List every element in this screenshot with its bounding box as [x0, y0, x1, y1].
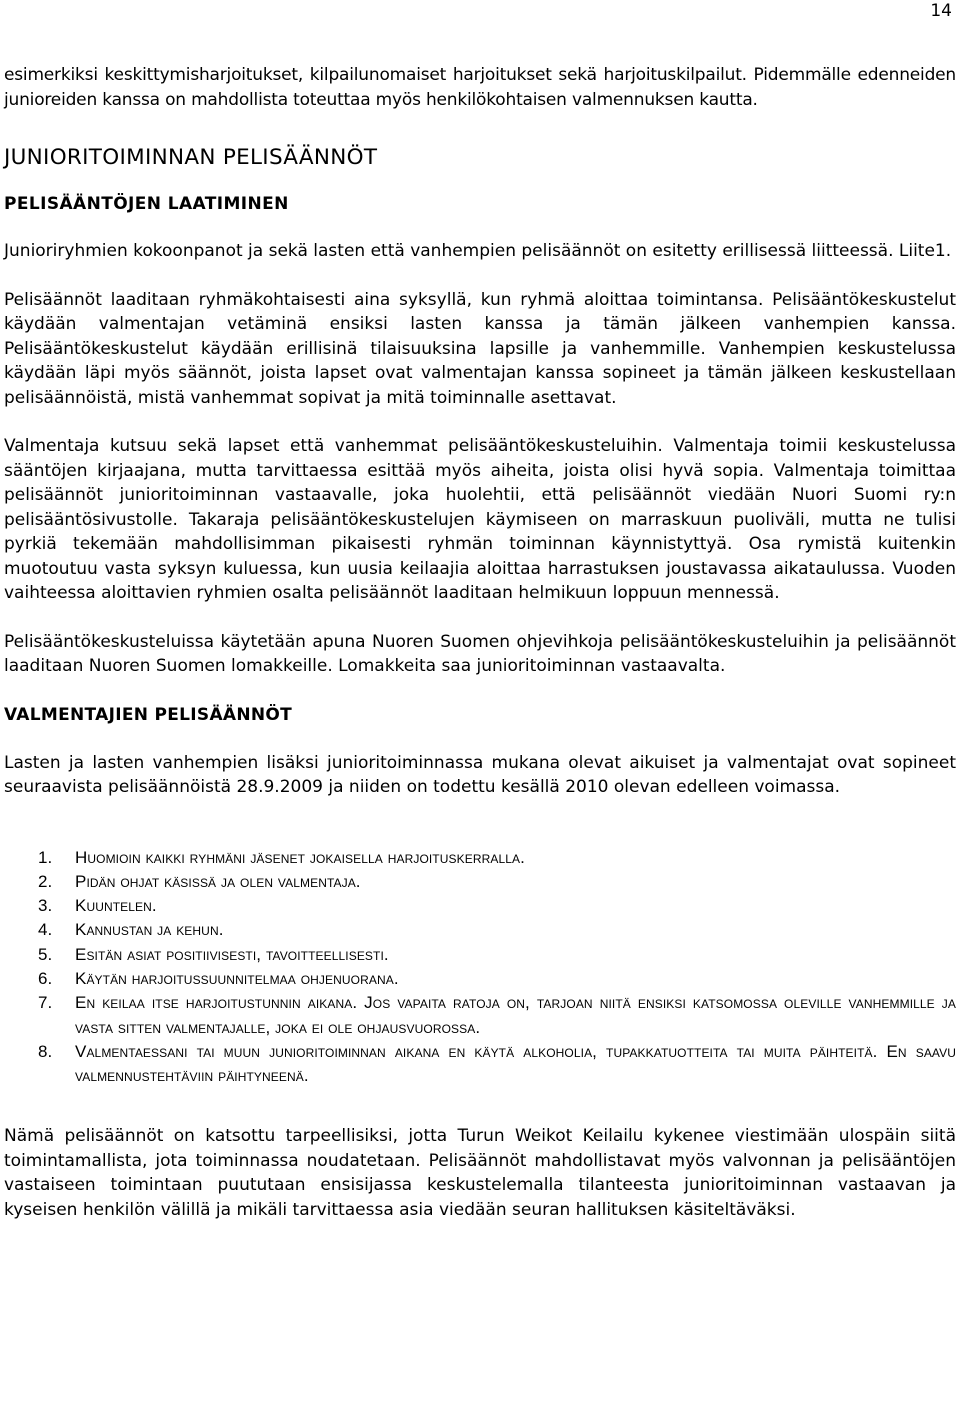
rule-text: Esitän asiat positiivisesti, tavoitteellisesti.	[75, 944, 389, 964]
rule-number: 6.	[38, 968, 53, 988]
rule-text: Kannustan ja kehun.	[75, 920, 224, 940]
rule-text: En keilaa itse harjoitustunnin aikana. Jos vapaita ratoja on, tarjoan niitä ensiksi katsomossa oleville vanhemmille ja vasta sitten valmentajalle, joka ei ole ohjausvuorossa.	[75, 993, 956, 1037]
rule-item	[4, 991, 956, 1040]
rule-number: 4.	[38, 920, 53, 940]
subsection-title: PELISÄÄNTÖJEN LAATIMINEN	[4, 194, 289, 214]
paragraph-rule-drafting: Pelisäännöt laaditaan ryhmäkohtaisesti aina syksyllä, kun ryhmä aloittaa toimintansa. Pelisääntökeskustelut käydään valmentajan vetäminä ensiksi lasten kanssa ja tämän jälkeen vanhempien kanssa. Pelisääntökeskustelut käydään erillisinä tilaisuuksina lapsille ja vanhemmille. Vanhempien keskustelussa käydään läpi myös säännöt, joista lapset ovat valmentajan kanssa sopineet ja tämän jälkeen keskustellaan pelisäännöistä, mistä vanhemmat sopivat ja mitä toiminnalle asettavat.	[4, 289, 956, 408]
rule-number: 1.	[38, 847, 53, 867]
rule-item	[4, 943, 956, 967]
rule-item	[4, 918, 956, 942]
paragraph-booklets: Pelisääntökeskusteluissa käytetään apuna Nuoren Suomen ohjevihkoja pelisääntökeskusteluihin ja pelisäännöt laaditaan Nuoren Suomen lomakkeille. Lomakkeita saa junioritoiminnan vastaavalta.	[4, 631, 956, 676]
rule-item	[4, 1040, 956, 1089]
closing-paragraph: Nämä pelisäännöt on katsottu tarpeellisiksi, jotta Turun Weikot Keilailu kykenee viestimään ulospäin siitä toimintamallista, jota toiminnassa noudatetaan. Pelisäännöt mahdollistavat myös valvonnan ja pelisääntöjen vastaiseen toimintaan puututaan ensisijassa keskustelemalla tilanteesta junioritoiminnan vastaavan ja kyseisen henkilön välillä ja mikäli tarvittaessa asia viedään seuran hallituksen käsiteltäväksi.	[4, 1126, 956, 1220]
document-body	[4, 63, 956, 1222]
rule-text: Huomioin kaikki ryhmäni jäsenet jokaisella harjoituskerralla.	[75, 847, 525, 867]
rule-number: 3.	[38, 896, 53, 916]
rule-item	[4, 967, 956, 991]
coaches-rules-list	[4, 846, 956, 1089]
rule-number: 5.	[38, 944, 53, 964]
section-title: JUNIORITOIMINNAN PELISÄÄNNÖT	[4, 145, 378, 170]
coaches-intro: Lasten ja lasten vanhempien lisäksi junioritoiminnassa mukana olevat aikuiset ja valmentajat ovat sopineet seuraavista pelisäännöistä 28.9.2009 ja niiden on todettu kesällä 2010 olevan edelleen voimassa.	[4, 752, 956, 797]
rule-number: 2.	[38, 871, 53, 891]
rule-text: Kuuntelen.	[75, 896, 157, 916]
rule-text: Pidän ohjat käsissä ja olen valmentaja.	[75, 871, 361, 891]
rule-item	[4, 894, 956, 918]
coaches-heading: VALMENTAJIEN PELISÄÄNNÖT	[4, 704, 293, 725]
intro-paragraph: esimerkiksi keskittymisharjoitukset, kilpailunomaiset harjoitukset sekä harjoituskilpailut. Pidemmälle edenneiden junioreiden kanssa on mahdollista toteuttaa myös henkilökohtaisen valmennuksen kautta.	[4, 65, 956, 110]
page-number: 14	[930, 1, 952, 21]
rule-item	[4, 870, 956, 894]
paragraph-coach-role: Valmentaja kutsuu sekä lapset että vanhemmat pelisääntökeskusteluihin. Valmentaja toimii keskustelussa sääntöjen kirjaajana, mutta tarvittaessa esittää myös aiheita, joista olisi hyvä sopia. Valmentaja toimittaa pelisäännöt junioritoiminnan vastaavalle, joka huolehtii, että pelisäännöt viedään Nuori Suomi ry:n pelisääntösivustolle. Takaraja pelisääntökeskustelujen käymiseen on marraskuun puoliväli, mutta ne tulisi pyrkiä tekemään mahdollisimman pikaisesti ryhmän toiminnan käynnistyttyä. Osa rymistä kuitenkin muotoutuu vasta syksyn kuluessa, kun uusia keilaajia aloittaa harrastuksen joustavassa aikataulussa. Vuoden vaihteessa aloittavien ryhmien osalta pelisäännöt laaditaan helmikuun loppuun mennessä.	[4, 436, 956, 603]
rule-text: Käytän harjoitussuunnitelmaa ohjenuorana.	[75, 968, 399, 988]
paragraph-appendix-reference: Junioriryhmien kokoonpanot ja sekä lasten että vanhempien pelisäännöt on esitetty erillisessä liitteessä. Liite1.	[4, 241, 952, 261]
rule-number: 8.	[38, 1041, 53, 1061]
rule-number: 7.	[38, 993, 53, 1013]
rule-item	[4, 846, 956, 870]
rule-text: Valmentaessani tai muun junioritoiminnan aikana en käytä alkoholia, tupakkatuotteita tai muita päihteitä. En saavu valmennustehtäviin päihtyneenä.	[75, 1041, 956, 1086]
